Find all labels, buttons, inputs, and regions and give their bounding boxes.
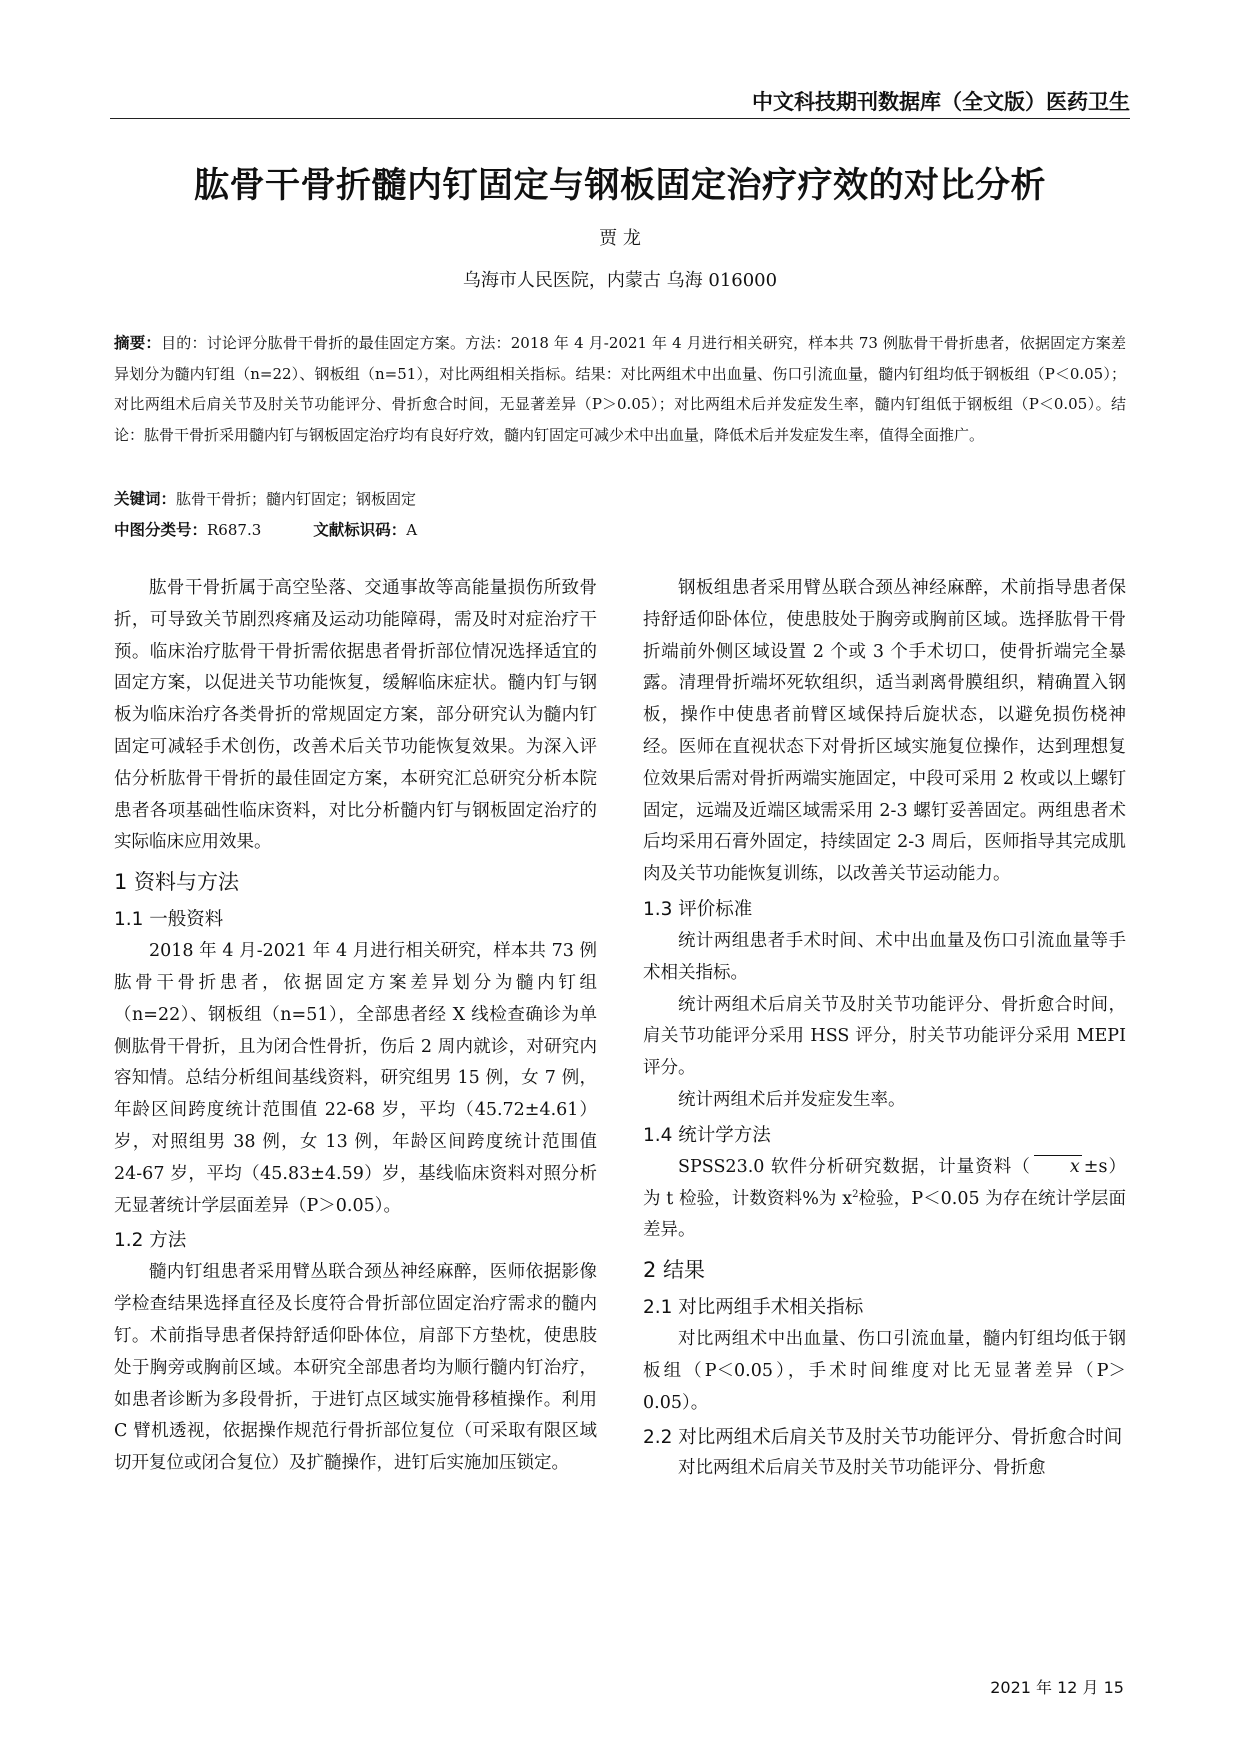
paragraph-1-3-c: 统计两组术后并发症发生率。 — [678, 1089, 906, 1110]
doc-code-label: 文献标识码： — [313, 521, 407, 539]
paragraph-1-2-continued: 钢板组患者采用臂丛联合颈丛神经麻醉，术前指导患者保持舒适仰卧体位，使患肢处于胸旁或胸前区域。选择肱骨干骨折端前外侧区域设置 2 个或 3 个手术切口，使骨折端完全暴露。清理骨折端坏死软组织，适当剥离骨膜组织，精确置入钢板，操作中使患者前臂区域保持后旋状态，以避免损伤桡神经。医师在直视状态下对骨折区域实施复位操作，达到理想复位效果后需对骨折两端实施固定，中段可采用 2 枚或以上螺钉固定，远端及近端区域需采用 2-3 螺钉妥善固定。两组患者术后均采用石膏外固定，持续固定 2-3 周后，医师指导其完成肌肉及关节功能恢复训练，以改善关节运动能力。 — [643, 578, 1126, 885]
section-heading-1-3: 1.3 评价标准 — [643, 898, 753, 920]
section-heading-2: 2 结果 — [643, 1258, 706, 1283]
paragraph-1-3-b: 统计两组术后肩关节及肘关节功能评分、骨折愈合时间，肩关节功能评分采用 HSS 评分，肘关节功能评分采用 MEPI 评分。 — [643, 994, 1126, 1079]
author-name: 贾 龙 — [599, 228, 641, 249]
keywords-label: 关键词： — [114, 490, 177, 508]
running-header — [110, 84, 1130, 119]
section-heading-2-1: 2.1 对比两组手术相关指标 — [643, 1297, 864, 1319]
classification-line — [114, 518, 417, 540]
chi-square-superscript: 2 — [852, 1188, 859, 1200]
abstract — [114, 328, 1126, 450]
section-heading-2-2: 2.2 对比两组术后肩关节及肘关节功能评分、骨折愈合时间 — [643, 1426, 1123, 1448]
section-heading-1-4: 1.4 统计学方法 — [643, 1124, 771, 1146]
author-affiliation: 乌海市人民医院，内蒙古 乌海 016000 — [462, 270, 778, 291]
section-heading-1: 1 资料与方法 — [114, 870, 240, 895]
right-column — [643, 573, 1126, 1484]
journal-name: 中文科技期刊数据库（全文版）医药卫生 — [752, 90, 1130, 114]
section-heading-1-1: 1.1 一般资料 — [114, 909, 224, 931]
doc-code-value: A — [406, 521, 418, 539]
keywords — [114, 487, 416, 509]
paragraph-1-4 — [643, 1152, 1126, 1247]
keywords-text: 肱骨干骨折；髓内钉固定；钢板固定 — [176, 490, 417, 508]
intro-paragraph: 肱骨干骨折属于高空坠落、交通事故等高能量损伤所致骨折，可导致关节剧烈疼痛及运动功能障碍，需及时对症治疗干预。临床治疗肱骨干骨折需依据患者骨折部位情况选择适宜的固定方案，以促进关节功能恢复，缓解临床症状。髓内钉与钢板为临床治疗各类骨折的常规固定方案，部分研究认为髓内钉固定可减轻手术创伤，改善术后关节功能恢复效果。为深入评估分析肱骨干骨折的最佳固定方案，本研究汇总研究分析本院患者各项基础性临床资料，对比分析髓内钉与钢板固定治疗的实际临床应用效果。 — [114, 578, 597, 853]
abstract-label: 摘要： — [114, 334, 162, 352]
x-bar-symbol: x — [1031, 1152, 1084, 1184]
paragraph-1-3-a: 统计两组患者手术时间、术中出血量及伤口引流血量等手术相关指标。 — [643, 930, 1126, 983]
paragraph-2-2: 对比两组术后肩关节及肘关节功能评分、骨折愈 — [678, 1457, 1046, 1478]
left-column — [114, 573, 597, 1480]
stats-text-mid: ±s）为 t 检验，计数资料%为 x — [643, 1156, 1126, 1209]
paragraph-1-1: 2018 年 4 月-2021 年 4 月进行相关研究，样本共 73 例肱骨干骨折患者，依据固定方案差异划分为髓内钉组（n=22）、钢板组（n=51），全部患者经 X 线检查确诊为单侧肱骨干骨折，且为闭合性骨折，伤后 2 周内就诊，对研究内容知情。总结分析组间基线资料，研究组男 15 例，女 7 例，年龄区间跨度统计范围值 22-68 岁，平均（45.72±4.61）岁，对照组男 38 例，女 13 例，年龄区间跨度统计范围值 24-67 岁，平均（45.83±4.59）岁，基线临床资料对照分析无显著统计学层面差异（P＞0.05）。 — [114, 941, 597, 1216]
paragraph-2-1: 对比两组术中出血量、伤口引流血量，髓内钉组均低于钢板组（P＜0.05），手术时间维度对比无显著差异（P＞0.05）。 — [643, 1329, 1126, 1413]
page-footer: 2021 年 12 月 15 — [990, 1678, 1124, 1697]
section-heading-1-2: 1.2 方法 — [114, 1230, 187, 1252]
abstract-text: 目的：讨论评分肱骨干骨折的最佳固定方案。方法：2018 年 4 月-2021 年 4 月进行相关研究，样本共 73 例肱骨干骨折患者，依据固定方案差异划分为髓内钉组（n=22）、钢板组（n=51），对比两组相关指标。结果：对比两组术中出血量、伤口引流血量，髓内钉组均低于钢板组（P＜0.05）；对比两组术后肩关节及肘关节功能评分、骨折愈合时间，无显著差异（P＞0.05）；对比两组术后并发症发生率，髓内钉组低于钢板组（P＜0.05）。结论：肱骨干骨折采用髓内钉与钢板固定治疗均有良好疗效，髓内钉固定可减少术中出血量，降低术后并发症发生率，值得全面推广。 — [114, 334, 1126, 444]
paragraph-1-2: 髓内钉组患者采用臂丛联合颈丛神经麻醉，医师依据影像学检查结果选择直径及长度符合骨折部位固定治疗需求的髓内钉。术前指导患者保持舒适仰卧体位，肩部下方垫枕，使患肢处于胸旁或胸前区域。本研究全部患者均为顺行髓内钉治疗，如患者诊断为多段骨折，于进钉点区域实施骨移植操作。利用 C 臂机透视，依据操作规范行骨折部位复位（可采取有限区域切开复位或闭合复位）及扩髓操作，进钉后实施加压锁定。 — [114, 1262, 597, 1474]
clc-label: 中图分类号： — [114, 521, 208, 539]
paper-title: 肱骨干骨折髓内钉固定与钢板固定治疗疗效的对比分析 — [193, 166, 1046, 206]
stats-text-pre: SPSS23.0 软件分析研究数据，计量资料（ — [678, 1156, 1031, 1177]
stats-text-post: 检验，P＜0.05 为存在统计学层面差异。 — [643, 1188, 1126, 1241]
clc-value: R687.3 — [207, 521, 262, 539]
